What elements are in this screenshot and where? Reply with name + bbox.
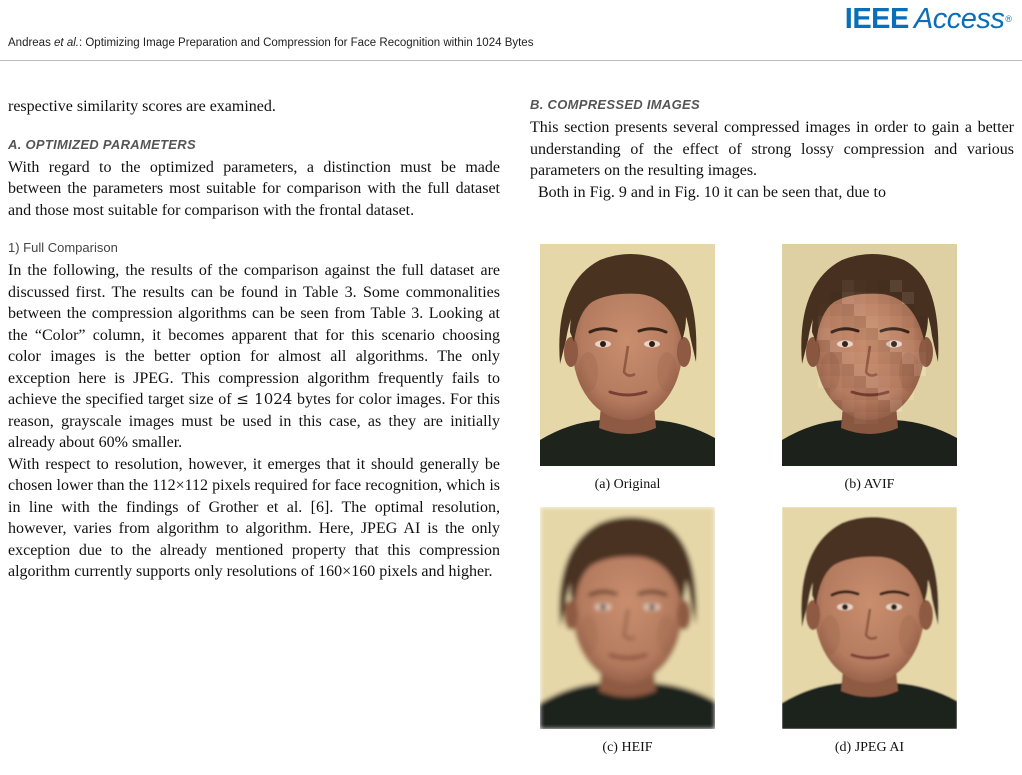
face-image-heif: [540, 507, 715, 729]
ieee-access-logo: [845, 3, 1012, 40]
logo-registered-mark: ®: [1005, 14, 1012, 24]
running-head-author: Andreas: [8, 37, 55, 49]
paragraph-full-comparison-text: In the following, the results of the comparison against the full dataset are discussed first. The results can be found in Table 3. Some commonalities between the compression algorithms can be seen from Table 3. Looking at the “Color” column, it becomes apparent that for this scenario choosing color images is the better option for almost all algorithms. The only exception here is JPEG. This compression algorithm frequently fails to achieve the specified target size of: [8, 262, 500, 408]
header-rule: [0, 60, 1022, 61]
paragraph-figures-intro: Both in Fig. 9 and in Fig. 10 it can be seen that, due to: [538, 183, 886, 201]
paragraph-continued: respective similarity scores are examined.: [8, 98, 276, 115]
caption-original: (a) Original: [594, 477, 661, 492]
paragraph-optimized-parameters: With regard to the optimized parameters, a distinction must be made between the parameters most suitable for comparison with the full dataset and those most suitable for comparison with the frontal dataset.: [8, 158, 500, 219]
face-jpeg-ai-picture: [782, 507, 957, 729]
caption-avif: (b) AVIF: [844, 477, 895, 492]
paragraph-resolution: With respect to resolution, however, it emerges that it should generally be chosen lower than the 112×112 pixels required for face recognition, which is in line with the findings of Grother et al. [6]. The optimal resolution, however, varies from algorithm to algorithm. Here, JPEG AI is the only exception due to the already mentioned property that this compression algorithm currently supports only resolutions of 160×160 pixels and higher.: [8, 455, 500, 580]
section-heading-optimized-parameters: A. OPTIMIZED PARAMETERS: [8, 136, 196, 152]
figure-compressed-faces: [536, 242, 1008, 775]
paragraph-full-comparison: [8, 260, 500, 454]
target-size-math: ≤ 1024: [236, 390, 293, 408]
left-column: [8, 96, 500, 583]
face-avif-picture: [782, 244, 957, 466]
face-original-picture: [540, 244, 715, 466]
logo-ieee: IEEE: [844, 3, 909, 35]
face-heif-picture: [540, 507, 715, 729]
paragraph-compressed-images: This section presents several compressed images in order to gain a better understanding of the effect of strong lossy compression and various parameters on the resulting images.: [530, 119, 1014, 179]
subsection-heading-full-comparison: 1) Full Comparison: [8, 240, 118, 255]
face-image-avif: [782, 244, 957, 466]
caption-heif: (c) HEIF: [602, 740, 653, 755]
page-header: [0, 0, 1022, 62]
running-head: [8, 37, 533, 49]
right-column: [530, 96, 1014, 203]
paragraph-full-comparison-text-end: bytes for color images. For this reason, grayscale images must be used in this case, as they are initially already about 60% smaller.: [8, 391, 501, 451]
face-image-original: [540, 244, 715, 466]
caption-jpeg-ai: (d) JPEG AI: [834, 740, 905, 755]
running-head-etal: et al.: [54, 37, 79, 49]
section-heading-compressed-images: B. COMPRESSED IMAGES: [530, 97, 700, 112]
running-head-title: : Optimizing Image Preparation and Compression for Face Recognition within 1024 Bytes: [78, 37, 534, 49]
logo-access: Access: [913, 3, 1005, 35]
face-image-jpeg-ai: [782, 507, 957, 729]
